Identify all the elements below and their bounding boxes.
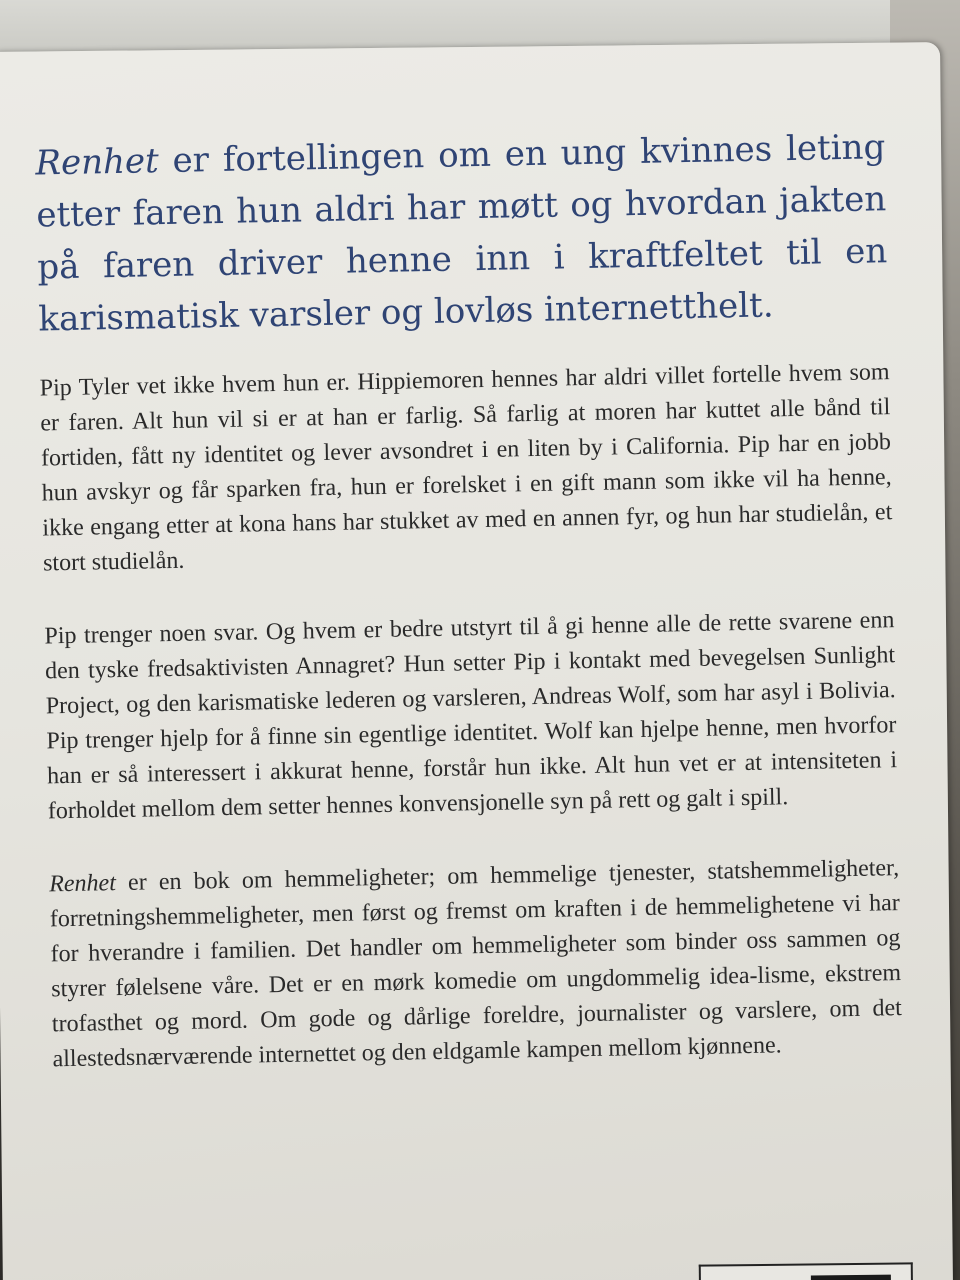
- body-paragraph-1: Pip Tyler vet ikke hvem hun er. Hippiemoren hennes har aldri villet fortelle hvem som er faren. Alt hun vil si er at han er farlig. Så farlig at moren har kuttet alle bånd til fortiden, fått ny identitet og lever avsondret i en liten by i California. Pip har en jobb hun avskyr og får sparken fra, hun er forelsket i en gift mann som ikke vil ha henne, ikke engang etter at kona hans har stukket av med en annen fyr, og hun har studielån, et stort studielån.: [39, 359, 893, 577]
- blurb-text: [35, 121, 904, 1115]
- barcode-bar: [811, 1275, 891, 1280]
- lead-text: er fortellingen om en ung kvinnes leting etter faren hun aldri har møtt og hvordan jakten på faren driver henne inn i kraftfeltet til en karismatisk varsler og lovløs internetthelt.: [36, 127, 888, 340]
- book-title-inline: Renhet: [48, 870, 117, 898]
- book-title: Renhet: [35, 141, 160, 184]
- body-paragraph-2: Pip trenger noen svar. Og hvem er bedre utstyrt til å gi henne alle de rette svarene enn den tyske fredsaktivisten Annagret? Hun setter Pip i kontakt med bevegelsen Sunlight Project, og den karismatiske lederen og varsleren, Andreas Wolf, som har asyl i Bolivia. Pip trenger hjelp for å finne sin egentlige identitet. Wolf kan hjelpe henne, men hvorfor han er så interessert i akkurat henne, forstår hun ikke. Alt hun vet er at intensiteten i forholdet mellom dem setter hennes konvensjonelle syn på rett og galt i spill.: [44, 607, 898, 825]
- body-paragraph-3-text: er en bok om hemmeligheter; om hemmelige tjenester, statshemmeligheter, forretningshemmeligheter, men først og fremst om kraften i de hemmelighetene vi har for hverandre i familien. Det handler om hemmeligheter som binder oss sammen og styrer følelsene våre. Det er en mørk komedie om ungdommelig idea-lisme, ekstrem trofasthet og mord. Om gode og dårlige foreldre, journalister og varslere, om det allestedsnærværende internettet og den eldgamle kampen mellom kjønnene.: [49, 855, 903, 1073]
- book-back-cover: [0, 42, 953, 1280]
- body-paragraph-3: [49, 851, 903, 1077]
- lead-paragraph: [35, 121, 889, 345]
